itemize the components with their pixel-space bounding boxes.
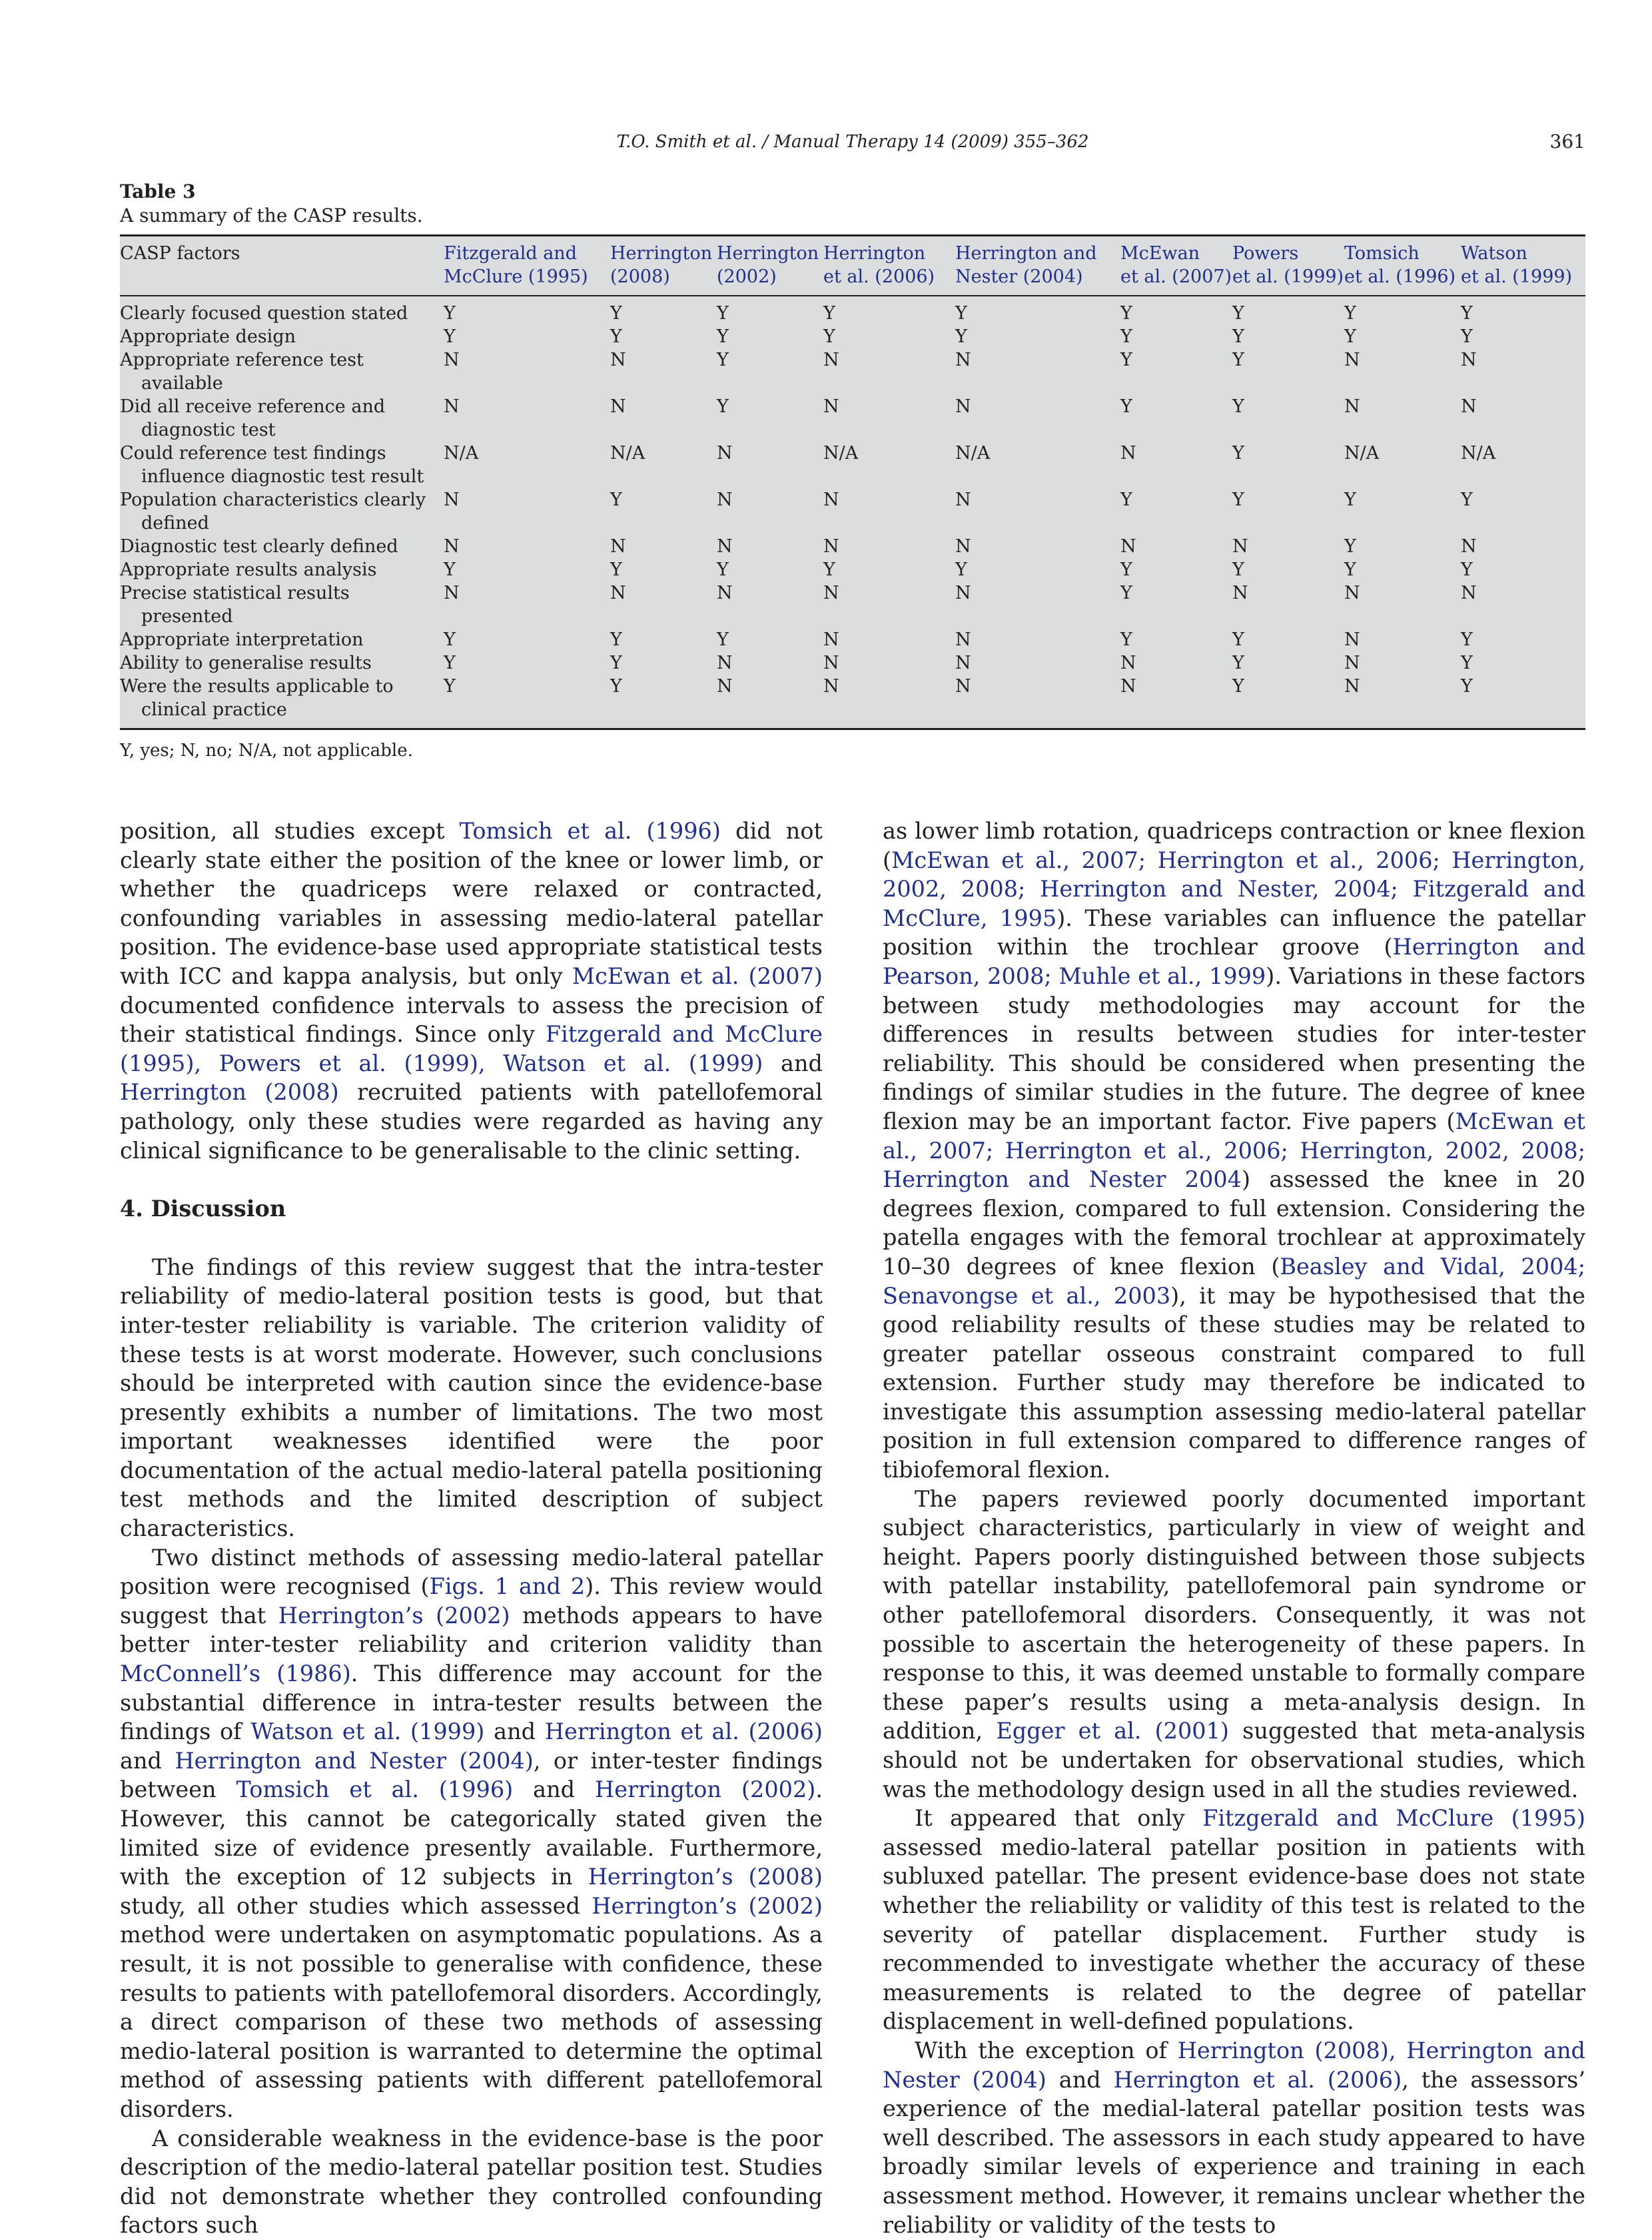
- table-cell: N: [717, 583, 733, 603]
- running-head: [120, 131, 1585, 158]
- table-cell: Y: [1232, 303, 1244, 324]
- table-cell: Y: [1232, 443, 1244, 464]
- table-cell: N/A: [1461, 443, 1496, 464]
- table-cell: Y: [1120, 629, 1132, 650]
- casp-factor: Appropriate design: [120, 326, 296, 347]
- table-cell: Y: [1344, 303, 1356, 324]
- table-cell: N: [1344, 350, 1360, 370]
- casp-factor: Were the results applicable to clinical practice: [120, 676, 394, 720]
- body-paragraph: [120, 1543, 823, 2124]
- table-cell: Y: [955, 560, 967, 580]
- paragraph-text: and: [120, 1747, 175, 1774]
- table-cell: N: [444, 490, 460, 510]
- study-header[interactable]: Tomsich et al. (1996): [1344, 236, 1461, 296]
- table-cell: N: [823, 583, 839, 603]
- body-paragraph: [120, 817, 823, 1165]
- study-header[interactable]: Powers et al. (1999): [1232, 236, 1344, 296]
- table-cell: Y: [1461, 560, 1473, 580]
- table-row: [120, 395, 1585, 442]
- table-cell: N: [1344, 396, 1360, 417]
- table-cell: Y: [955, 326, 967, 347]
- table-cell: Y: [444, 676, 456, 697]
- table-cell: N/A: [444, 443, 479, 464]
- table-cell: Y: [823, 560, 835, 580]
- body-paragraph: [120, 1253, 823, 1543]
- citation-link[interactable]: Fitzgerald and McClure (1995): [1202, 1805, 1585, 1832]
- table-cell: Y: [717, 396, 729, 417]
- table-cell: Y: [610, 490, 622, 510]
- paragraph-text: Two distinct methods of assessing medio-lateral patellar position were recognised (: [120, 1544, 823, 1600]
- citation-link[interactable]: Tomsich et al. (1996): [236, 1776, 514, 1803]
- right-column: [883, 817, 1585, 2239]
- citation-link[interactable]: Herrington et al. (2006): [1113, 2066, 1402, 2093]
- body-paragraph: [883, 1485, 1585, 1804]
- study-header[interactable]: Herrington (2002): [717, 236, 823, 296]
- table-cell: Y: [717, 629, 729, 650]
- table-row: [120, 488, 1585, 535]
- table-cell: Y: [1461, 303, 1473, 324]
- study-header[interactable]: McEwan et al. (2007): [1120, 236, 1232, 296]
- table-cell: Y: [610, 629, 622, 650]
- casp-factor: Did all receive reference and diagnostic test: [120, 396, 386, 440]
- table-cell: Y: [1344, 490, 1356, 510]
- table-cell: Y: [1232, 326, 1244, 347]
- table-cell: N: [955, 490, 971, 510]
- table-label: Table 3: [120, 181, 196, 202]
- table-cell: N: [1120, 536, 1136, 557]
- table-cell: N/A: [1344, 443, 1380, 464]
- table-cell: Y: [1120, 350, 1132, 370]
- table-cell: N: [717, 536, 733, 557]
- table-cell: N: [1461, 583, 1477, 603]
- table-cell: Y: [444, 326, 456, 347]
- table-cell: N/A: [955, 443, 991, 464]
- table-row: [120, 558, 1585, 581]
- table-row: [120, 296, 1585, 325]
- table-row: [120, 675, 1585, 728]
- table-cell: Y: [444, 653, 456, 673]
- citation-link[interactable]: Herrington and Nester (2004): [175, 1747, 534, 1774]
- citation-link[interactable]: Tomsich et al. (1996): [459, 818, 721, 844]
- table-cell: N: [823, 350, 839, 370]
- table-cell: N: [717, 653, 733, 673]
- factor-header: CASP factors: [120, 236, 444, 296]
- paragraph-text: . However, this cannot be categorically stated given the limited size of evidence presently available. Furthermore, with the exception of 12 subjects in: [120, 1776, 823, 1890]
- table-cell: Y: [1232, 560, 1244, 580]
- citation-link[interactable]: Herrington and Pearson, 2008; Muhle et al., 1999: [883, 934, 1585, 989]
- citation-link[interactable]: Herrington’s (2002): [592, 1892, 823, 1919]
- body-paragraph: [120, 2124, 823, 2240]
- paragraph-text: ). Variations in these factors between study methodologies may account for the differences in results between studies for inter-tester reliability. This should be considered when presenting the findings of similar studies in the future. The degree of knee flexion may be an important factor. Five papers (: [883, 962, 1586, 1134]
- paragraph-text: and: [1046, 2066, 1114, 2093]
- study-header[interactable]: Fitzgerald and McClure (1995): [444, 236, 610, 296]
- casp-factor: Precise statistical results presented: [120, 583, 350, 627]
- table-cell: Y: [823, 303, 835, 324]
- table-cell: Y: [1120, 396, 1132, 417]
- paragraph-text: as lower limb rotation, quadriceps contraction or knee flexion (: [883, 818, 1585, 873]
- table-cell: N/A: [823, 443, 859, 464]
- paragraph-text: study, all other studies which assessed: [120, 1892, 592, 1919]
- casp-factor: Diagnostic test clearly defined: [120, 536, 398, 557]
- table-cell: N: [717, 676, 733, 697]
- study-header[interactable]: Herrington et al. (2006): [823, 236, 955, 296]
- table-cell: N: [823, 653, 839, 673]
- table-cell: N: [444, 583, 460, 603]
- paragraph-text: did not clearly state either the position of the knee or lower limb, or whether the quadriceps were relaxed or contracted, confounding variables in assessing medio-lateral patellar position. The evidence-base used appropriate statistical tests with ICC and kappa analysis, but only: [120, 818, 823, 989]
- table-cell: N: [823, 396, 839, 417]
- table-cell: N: [1232, 536, 1248, 557]
- table-cell: N: [444, 536, 460, 557]
- table-cell: N: [823, 629, 839, 650]
- table-cell: Y: [1344, 560, 1356, 580]
- citation-link[interactable]: Beasley and Vidal, 2004; Senavongse et al., 2003: [883, 1253, 1585, 1309]
- table-cell: Y: [1461, 676, 1473, 697]
- paragraph-text: and: [513, 1776, 596, 1803]
- paragraph-text: suggested that meta-analysis should not be undertaken for observational studies, which was the methodology design used in all the studies reviewed.: [883, 1718, 1585, 1802]
- paragraph-text: and: [484, 1718, 545, 1745]
- table-cell: N: [1344, 676, 1360, 697]
- paragraph-text: assessed medio-lateral patellar position in patients with subluxed patellar. The present evidence-base does not state whether the reliability or validity of this test is related to the severity of patellar displacement. Further study is recommended to investigate whether the accuracy of these measurements is related to the degree of patellar displacement in well-defined populations.: [883, 1834, 1585, 2035]
- table-cell: N: [823, 676, 839, 697]
- table-cell: Y: [1232, 396, 1244, 417]
- casp-factor: Clearly focused question stated: [120, 303, 408, 324]
- table-cell: Y: [1461, 490, 1473, 510]
- paragraph-text: documented confidence intervals to assess the precision of their statistical findings. Since only: [120, 992, 823, 1048]
- table-cell: N/A: [610, 443, 645, 464]
- table-cell: N: [717, 443, 733, 464]
- table-row: [120, 651, 1585, 675]
- casp-table: [120, 234, 1585, 730]
- citation-link[interactable]: Herrington’s (2002): [278, 1602, 510, 1629]
- table-cell: N: [955, 653, 971, 673]
- table-cell: N: [955, 676, 971, 697]
- table-cell: N: [610, 350, 626, 370]
- paragraph-text: It appeared that only: [915, 1805, 1203, 1832]
- table-cell: Y: [1120, 490, 1132, 510]
- table-cell: N: [610, 536, 626, 557]
- table-row: [120, 442, 1585, 488]
- casp-factor: Population characteristics clearly defined: [120, 490, 426, 534]
- citation-link[interactable]: Herrington (2002): [595, 1776, 816, 1803]
- paragraph-text: A considerable weakness in the evidence-base is the poor description of the medio-lateral patellar position test. Studies did not demonstrate whether they controlled confounding factors such: [120, 2125, 823, 2239]
- body-paragraph: [883, 1804, 1585, 2036]
- table-footnote: Y, yes; N, no; N/A, not applicable.: [120, 741, 413, 761]
- table-cell: N: [955, 629, 971, 650]
- table-cell: N: [1344, 653, 1360, 673]
- table-cell: N: [955, 350, 971, 370]
- paragraph-text: ). This review would suggest that: [120, 1573, 823, 1629]
- paragraph-text: The findings of this review suggest that the intra-tester reliability of medio-lateral position tests is good, but that inter-tester reliability is variable. The criterion validity of these tests is at worst moderate. However, such conclusions should be interpreted with caution since the evidence-base presently exhibits a number of limitations. The two most important weaknesses identified were the poor documentation of the actual medio-lateral patella positioning test methods and the limited description of subject characteristics.: [120, 1254, 823, 1542]
- table-cell: N: [1344, 583, 1360, 603]
- study-header[interactable]: Herrington (2008): [610, 236, 717, 296]
- citation-link[interactable]: Watson et al. (1999): [250, 1718, 485, 1745]
- paragraph-text: methods appears to have better inter-tester reliability and criterion validity than: [120, 1602, 823, 1658]
- left-column: [120, 817, 823, 2240]
- table-cell: Y: [1344, 326, 1356, 347]
- table-header-row: [120, 236, 1585, 296]
- table-row: [120, 348, 1585, 395]
- table-cell: N: [1344, 629, 1360, 650]
- paragraph-text: recruited patients with patellofemoral pathology, only these studies were regarded as having any clinical significance to be generalisable to the clinic setting.: [120, 1079, 823, 1164]
- table-cell: N: [823, 490, 839, 510]
- citation-link[interactable]: Figs. 1 and 2: [429, 1573, 586, 1600]
- table-cell: Y: [823, 326, 835, 347]
- citation-link[interactable]: Fitzgerald and McClure (1995), Powers et al. (1999), Watson et al. (1999): [120, 1021, 823, 1076]
- paragraph-text: ). These variables can influence the patellar position within the trochlear groove (: [883, 905, 1585, 960]
- paragraph-text: With the exception of: [915, 2037, 1178, 2063]
- paragraph-text: ) assessed the knee in 20 degrees flexion, compared to full extension. Considering the patella engages with the femoral trochlear at approximately 10–30 degrees of knee flexion (: [883, 1166, 1586, 1280]
- table-cell: Y: [1232, 676, 1244, 697]
- table-cell: N: [823, 536, 839, 557]
- table-body: [120, 296, 1585, 728]
- table-row: [120, 325, 1585, 348]
- table-cell: N: [1120, 653, 1136, 673]
- table-cell: Y: [610, 560, 622, 580]
- paragraph-text: and: [763, 1050, 823, 1076]
- table-cell: Y: [1344, 536, 1356, 557]
- citation-link[interactable]: Herrington (2008), Herrington and Nester (2004): [883, 2037, 1586, 2093]
- table-cell: Y: [1120, 583, 1132, 603]
- table-cell: Y: [1232, 490, 1244, 510]
- table-cell: N: [444, 350, 460, 370]
- table-cell: N: [717, 490, 733, 510]
- paragraph-text: , the assessors’ experience of the medial-lateral patellar position tests was well described. The assessors in each study appeared to have broadly similar levels of experience and training in each assessment method. However, it remains unclear whether the reliability or validity of the tests to: [883, 2066, 1585, 2238]
- table-block: [120, 180, 1585, 762]
- table-cell: Y: [444, 629, 456, 650]
- citation-link[interactable]: McEwan et al., 2007; Herrington et al., 2006; Herrington, 2002, 2008; Herrington and Nester 2004: [883, 1108, 1585, 1193]
- casp-factor: Appropriate reference test available: [120, 350, 364, 394]
- table-cell: Y: [610, 326, 622, 347]
- table-cell: Y: [717, 326, 729, 347]
- table-cell: Y: [444, 560, 456, 580]
- table-cell: N: [1232, 583, 1248, 603]
- body-paragraph: [883, 817, 1585, 1485]
- citation-link[interactable]: Herrington’s (2008): [588, 1864, 823, 1890]
- table-cell: N: [955, 536, 971, 557]
- table-cell: N: [1461, 396, 1477, 417]
- table-cell: Y: [1120, 326, 1132, 347]
- table-cell: N: [1120, 676, 1136, 697]
- table-cell: N: [610, 583, 626, 603]
- table-cell: Y: [1461, 629, 1473, 650]
- citation-link[interactable]: McConnell’s (1986): [120, 1661, 351, 1687]
- table-cell: N: [1461, 536, 1477, 557]
- table-cell: N: [1120, 443, 1136, 464]
- table-caption: A summary of the CASP results.: [120, 204, 423, 226]
- casp-factor: Appropriate interpretation: [120, 629, 364, 650]
- table-cell: Y: [955, 303, 967, 324]
- table-cell: Y: [1232, 653, 1244, 673]
- study-header[interactable]: Herrington and Nester (2004): [955, 236, 1120, 296]
- table-row: [120, 535, 1585, 558]
- citation-link[interactable]: McEwan et al. (2007): [572, 962, 823, 989]
- casp-factor: Ability to generalise results: [120, 653, 372, 673]
- table-cell: Y: [717, 560, 729, 580]
- table-cell: Y: [717, 303, 729, 324]
- table-cell: Y: [1461, 653, 1473, 673]
- table-cell: Y: [444, 303, 456, 324]
- running-title: T.O. Smith et al. / Manual Therapy 14 (2009) 355–362: [616, 132, 1089, 152]
- table-cell: Y: [610, 303, 622, 324]
- paragraph-text: The papers reviewed poorly documented important subject characteristics, particularly in view of weight and height. Papers poorly distinguished between those subjects with patellar instability, patellofemoral pain syndrome or other patellofemoral disorders. Consequently, it was not possible to ascertain the heterogeneity of these papers. In response to this, it was deemed unstable to formally compare these paper’s results using a meta-analysis design. In addition,: [883, 1485, 1585, 1744]
- table-cell: N: [1461, 350, 1477, 370]
- table-cell: Y: [1120, 303, 1132, 324]
- citation-link[interactable]: Egger et al. (2001): [996, 1718, 1230, 1744]
- body-paragraph: [883, 2036, 1585, 2239]
- citation-link[interactable]: McEwan et al., 2007; Herrington et al., 2006; Herrington, 2002, 2008; Herrington and Nester, 2004; Fitzgerald and McClure, 1995: [883, 847, 1585, 931]
- table-cell: N: [610, 396, 626, 417]
- table-cell: Y: [610, 653, 622, 673]
- table-cell: Y: [1232, 629, 1244, 650]
- citation-link[interactable]: Herrington (2008): [120, 1079, 339, 1106]
- paragraph-text: . This difference may account for the substantial difference in intra-tester results between the findings of: [120, 1661, 823, 1745]
- table-row: [120, 581, 1585, 628]
- table-row: [120, 628, 1585, 651]
- table-cell: N: [444, 396, 460, 417]
- casp-factor: Could reference test findings influence diagnostic test result: [120, 443, 424, 487]
- paragraph-text: method were undertaken on asymptomatic populations. As a result, it is not possible to generalise with confidence, these results to patients with patellofemoral disorders. Accordingly, a direct comparison of these two methods of assessing medio-lateral position is warranted to determine the optimal method of assessing patients with different patellofemoral disorders.: [120, 1922, 823, 2122]
- paragraph-text: position, all studies except: [120, 818, 460, 844]
- section-heading-discussion: 4. Discussion: [120, 1196, 286, 1222]
- table-cell: Y: [1120, 560, 1132, 580]
- table-cell: Y: [610, 676, 622, 697]
- study-header[interactable]: Watson et al. (1999): [1461, 236, 1585, 296]
- casp-factor: Appropriate results analysis: [120, 560, 377, 580]
- citation-link[interactable]: Herrington et al. (2006): [544, 1718, 823, 1745]
- table-cell: Y: [1461, 326, 1473, 347]
- paragraph-text: , or inter-tester findings between: [120, 1747, 823, 1803]
- table-cell: Y: [717, 350, 729, 370]
- page-number: 361: [1549, 131, 1585, 153]
- table-cell: N: [955, 396, 971, 417]
- table-cell: Y: [1232, 350, 1244, 370]
- table-cell: N: [955, 583, 971, 603]
- paragraph-text: ), it may be hypothesised that the good reliability results of these studies may be related to greater patellar osseous constraint compared to full extension. Further study may therefore be indicated to investigate this assumption assessing medio-lateral patellar position in full extension compared to difference ranges of tibiofemoral flexion.: [883, 1282, 1585, 1483]
